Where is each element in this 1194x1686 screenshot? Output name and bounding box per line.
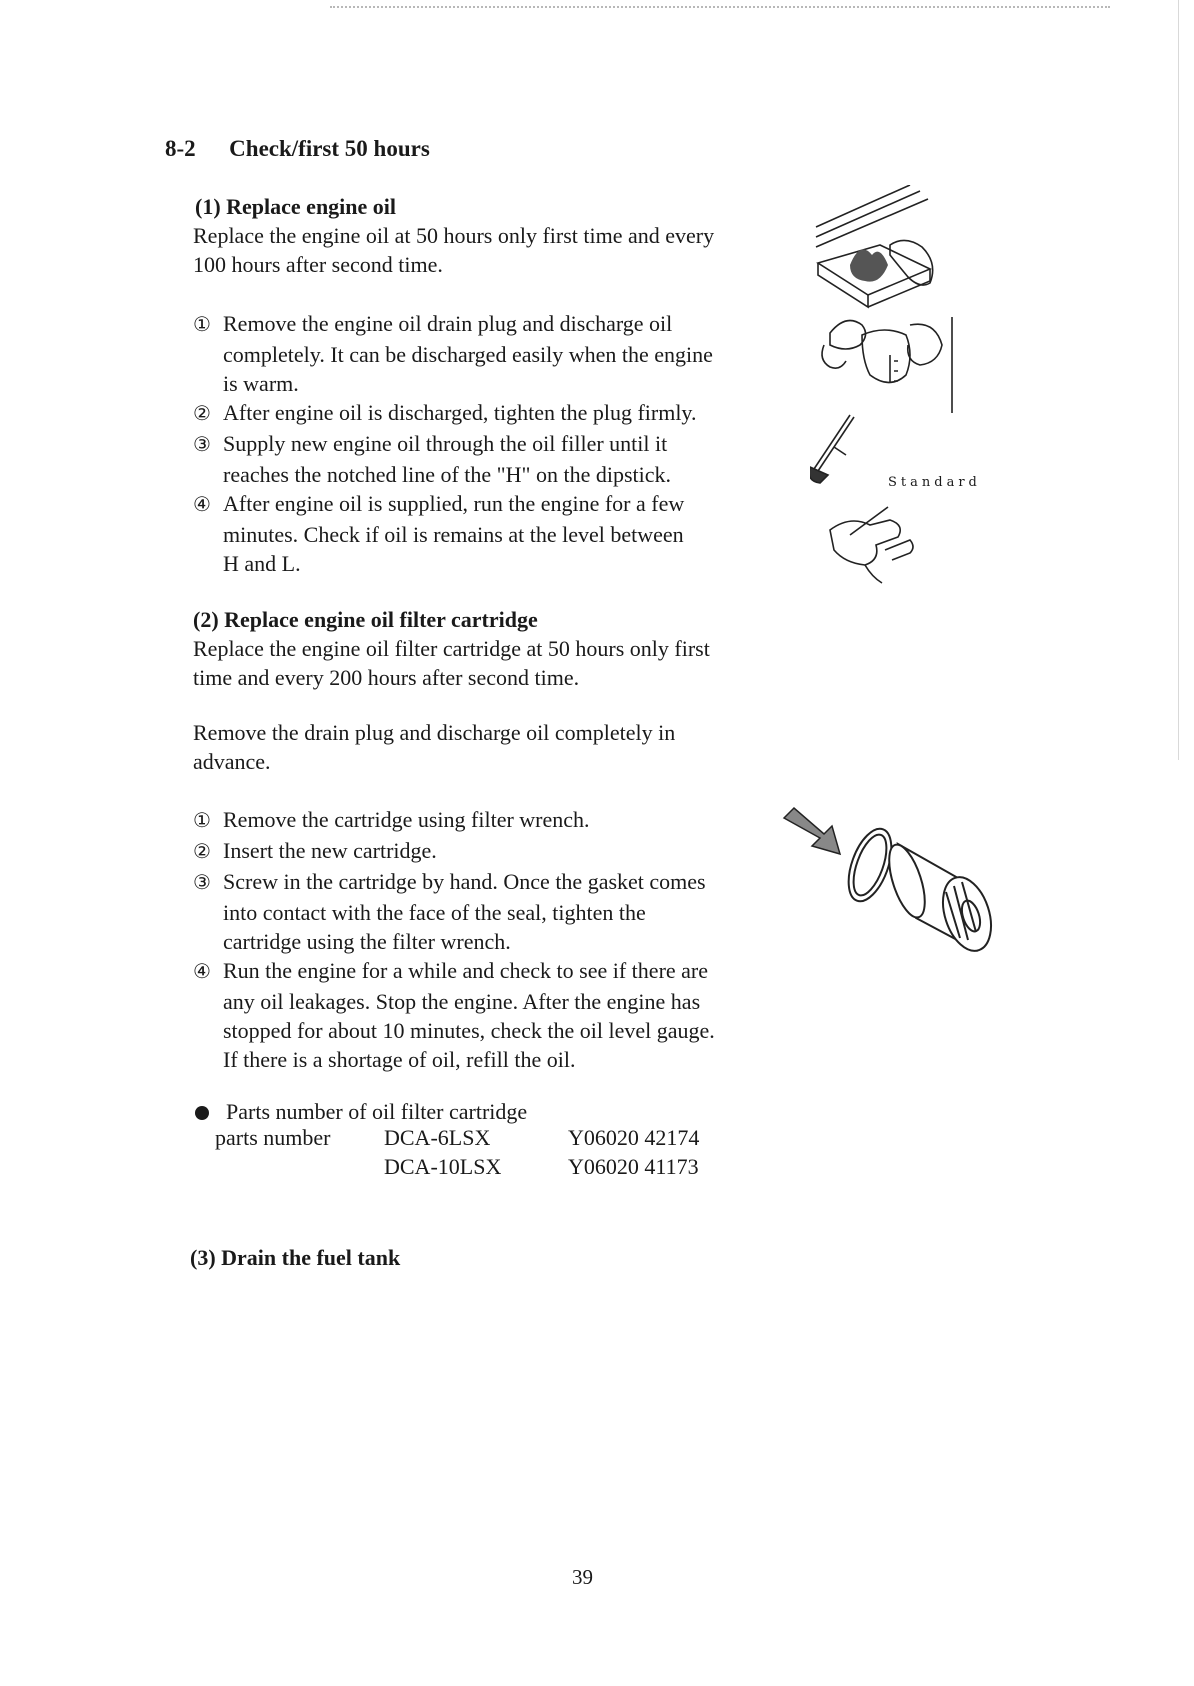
dipstick-illustration [810,415,854,483]
scan-artifact-right [1178,0,1179,760]
oil-step-4: ④ After engine oil is supplied, run the engine for a few minutes. Check if oil is remains at the level between H and L. [193,491,685,576]
oil-level-check-illustration [830,507,913,583]
drain-pan-illustration [816,185,933,307]
parts-title: Parts number of oil filter cartridge [226,1099,528,1124]
parts-label: parts number [215,1125,331,1150]
fuel-heading: (3) Drain the fuel tank [190,1245,401,1270]
step-number: ③ [193,434,211,456]
filter-step-1: ① Remove the cartridge using filter wrench. [193,805,778,836]
filter-intro-line: time and every 200 hours after second time. [193,665,580,690]
filter-intro-line: Replace the engine oil filter cartridge at 50 hours only first [193,636,710,661]
oil-step-1: ① Remove the engine oil drain plug and discharge oil completely. It can be discharged easily when the engine is warm. [193,311,713,396]
parts-model: DCA-10LSX [384,1154,502,1179]
oil-step-2: ② After engine oil is discharged, tighten the plug firmly. [193,398,773,429]
page-number: 39 [572,1565,593,1589]
step-number: ① [193,810,211,832]
filter-step-3: ③ Screw in the cartridge by hand. Once the gasket comes into contact with the face of the seal, tighten the cartridge using the filter wrench. [193,869,706,954]
step-number: ② [193,841,211,863]
filter-pre-line: advance. [193,749,271,774]
filter-pre-line: Remove the drain plug and discharge oil completely in [193,720,676,745]
arrow-icon [784,808,840,854]
parts-model: DCA-6LSX [384,1125,491,1150]
section-title: Check/first 50 hours [229,136,430,161]
filter-heading: (2) Replace engine oil filter cartridge [193,607,538,632]
filter-step-2: ② Insert the new cartridge. [193,836,778,867]
parts-row [215,1154,699,1183]
oil-intro-line: 100 hours after second time. [193,252,443,277]
filter-body [882,841,1000,957]
section-number: 8-2 [165,136,196,161]
dipstick-label: Standard [888,475,981,490]
oil-intro [193,221,773,279]
scan-artifact-top [330,6,1110,10]
parts-number: Y06020 42174 [568,1125,700,1150]
oil-change-illustrations [810,185,970,595]
bullet-icon [195,1106,209,1120]
oil-intro-line: Replace the engine oil at 50 hours only first time and every [193,223,715,248]
step-number: ① [193,314,211,336]
step-number: ② [193,403,211,425]
oil-heading: (1) Replace engine oil [195,194,397,219]
parts-number: Y06020 41173 [568,1154,699,1179]
section-heading [165,136,430,162]
filter-pre [193,718,773,776]
parts-table [215,1125,699,1183]
step-number: ④ [193,961,211,983]
filter-steps [193,805,778,1074]
oil-filling-illustration [822,317,952,413]
oil-step-3: ③ Supply new engine oil through the oil filler until it reaches the notched line of the "H" on the dipstick. [193,431,672,487]
step-number: ③ [193,872,211,894]
step-number: ④ [193,494,211,516]
filter-step-4: ④ Run the engine for a while and check to see if there are any oil leakages. Stop the engine. After the engine has stopped for about 10 minutes, check the oil level gauge. If there is a shortage of oil, refill the oil. [193,958,715,1072]
filter-cartridge-illustration [780,800,1010,970]
oil-steps [193,309,773,578]
filter-intro [193,634,773,692]
parts-row [215,1125,699,1154]
